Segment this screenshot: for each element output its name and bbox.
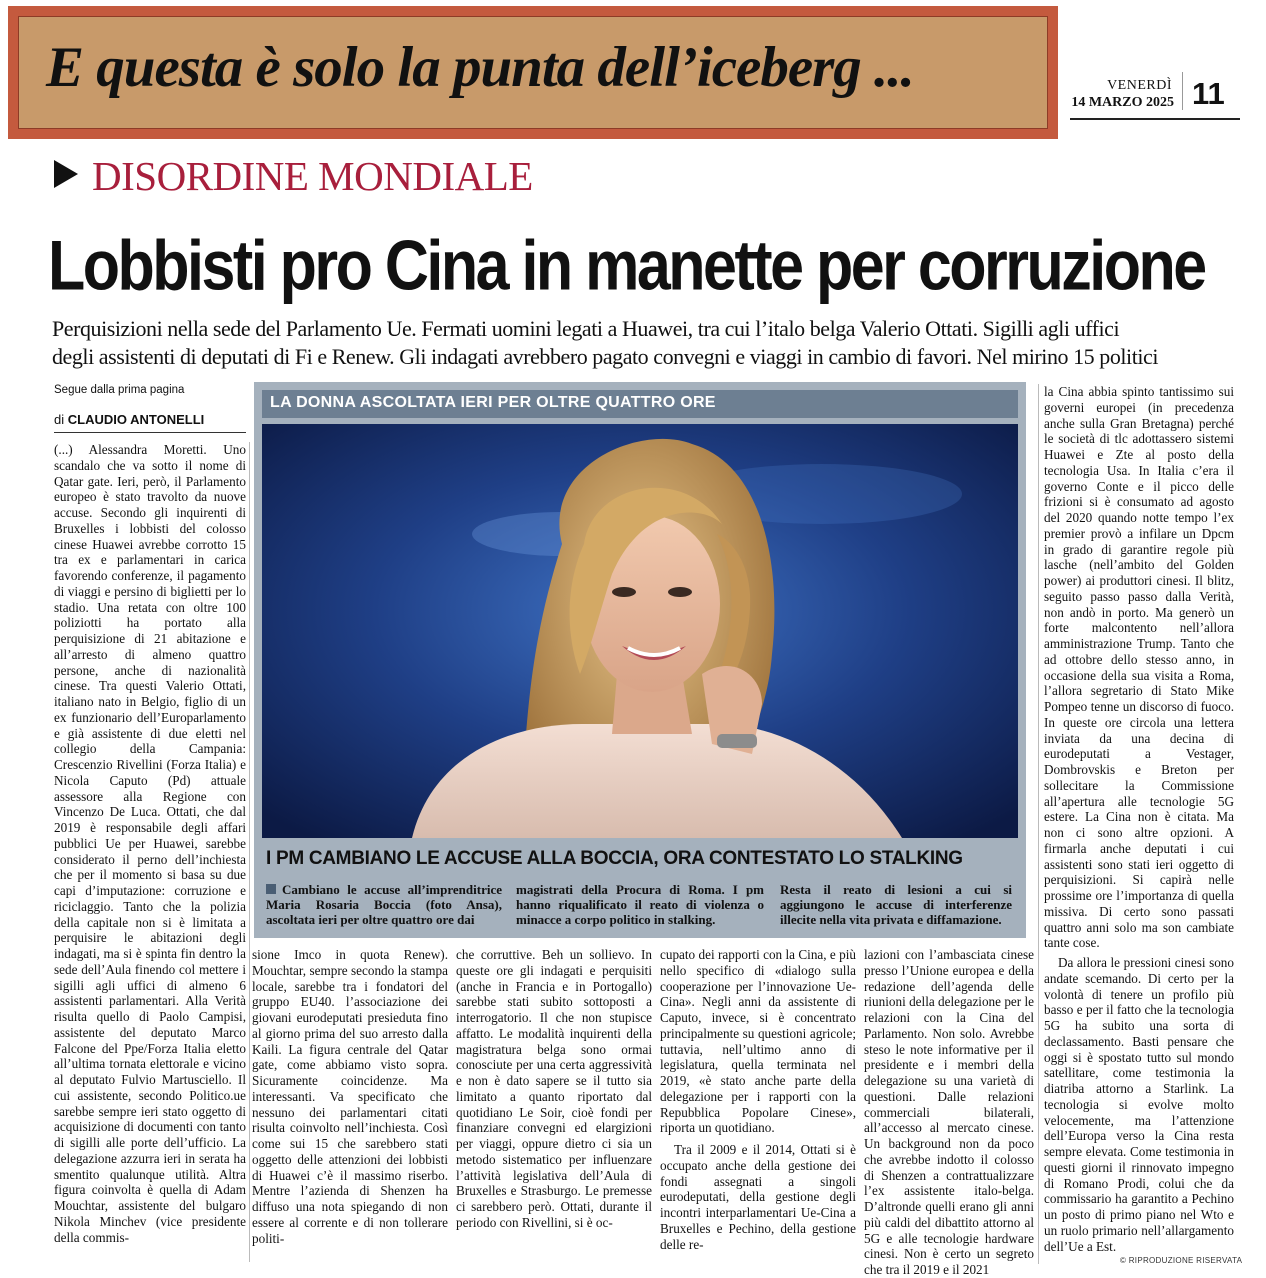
- section-arrow-icon: [54, 160, 78, 188]
- article-column-6: [1044, 384, 1234, 1264]
- byline-rule: [54, 432, 246, 433]
- article-column-2: [252, 947, 448, 1267]
- photo-caption-1: [266, 882, 502, 927]
- article-column-4: [660, 947, 856, 1267]
- paragraph: cupato dei rapporti con la Cina, e più nello specifico di «dialogo sulla cooperazione per l’innovazione Ue-Cina». Negli anni da assistente di Caputo, invece, si è concentrato principalmente su questioni agricole; tuttavia, nell’ultimo anno di legislatura, quella terminata nel 2019, «è stato anche parte della delegazione per i rapporti con la Repubblica Popolare Cinese», riporta un quotidiano.: [660, 947, 856, 1136]
- paragraph: (...) Alessandra Moretti. Uno scandalo che va sotto il nome di Qatar gate. Ieri, però, il Parlamento europeo è stato travolto da nuove accuse. Secondo gli inquirenti di Bruxelles i lobbisti del colosso cinese Huawei avrebbe corrotto 15 tra ex e parlamentari in carica favorendo conferenze, il pagamento di viaggi e persino di biglietti per lo stadio. Una retata con oltre 100 poliziotti ha portato alla perquisizione di 21 abitazione e all’arresto di almeno quattro persone, anche di nazionalità cinese. Tra questi Valerio Ottati, italiano nato in Belgio, figlio di un ex funzionario dell’Europarlamento e già assistente di due eletti nel collegio della Campania: Crescenzio Rivellini (Forza Italia) e Nicola Caputo (Pd) attuale assessore alla Regione con Vincenzo De Luca. Ottati, che dal 2019 è responsabile degli affari pubblici Ue per Huawei, sarebbe considerato il perno dell’inchiesta che per il momento si basa su due capi d’imputazione: corruzione e riciclaggio. Tanto che la polizia della capitale non si è limitata a perquisire le abitazioni degli indagati, ma si è spinta fin dentro la sede dell’Aula finendo col mettere i sigilli agli uffici di almeno 6 assistenti parlamentari. Alla Verità risulta quello di Paolo Campisi, assistente del deputato Marco Falcone del Ppe/Forza Italia eletto all’ultima tornata elettorale e vicino al deputato Fulvio Martusciello. Il cui assistente, secondo Politico.ue sarebbe sempre ieri stato oggetto di acquisizione di documenti con tanto di sigilli alle porte dell’ufficio. La delegazione azzurra ieri in serata ha smentito qualunque utilità. Altra figura coinvolta è quella di Adam Mouchtar, assistente del bulgaro Nikola Minchev (vice presidente della commis-: [54, 442, 246, 1245]
- paragraph: Tra il 2009 e il 2014, Ottati si è occupato anche della gestione dei fondi assegnati a singoli eurodeputati, della gestione degli incontri interparlamentari Ue-Cina a Bruxelles e Pechino, della gestione delle re-: [660, 1142, 856, 1252]
- byline-prefix: di: [54, 412, 65, 427]
- column-divider: [249, 442, 250, 1262]
- issue-day: VENERDÌ: [1107, 78, 1172, 93]
- deck: [52, 315, 1232, 371]
- article-column-1: [54, 442, 246, 1262]
- caption-square-icon: [266, 884, 276, 894]
- paragraph: lazioni con l’ambasciata cinese presso l’Unione europea e della redazione dell’agenda delle riunioni della delegazione per le relazioni con la Cina del Parlamento. Non solo. Avrebbe steso le note informative per il presidente e i membri della delegazione su una varietà di questioni. Dalle relazioni commerciali bilaterali, all’accesso al mercato cinese. Un background non da poco che avrebbe indotto il colosso di Shenzen a contrattualizzare l’ex assistente italo-belga. D’altronde quelli erano gli anni più caldi del dibattito attorno al 5G e alle tecnologie hardware cinesi. Non è certo un segreto che tra il 2019 e il 2021: [864, 947, 1034, 1277]
- photo-kicker: LA DONNA ASCOLTATA IERI PER OLTRE QUATTRO ORE: [270, 394, 716, 411]
- continued-note: Segue dalla prima pagina: [54, 384, 185, 396]
- section-label: DISORDINE MONDIALE: [92, 153, 533, 199]
- photo-caption-3: Resta il reato di lesioni a cui si aggiungono le accuse di interferenze illecite nella vita privata e diffamazione.: [780, 882, 1012, 927]
- masthead-rule: [1070, 118, 1240, 120]
- byline: [54, 412, 204, 427]
- photo-caption-2: magistrati della Procura di Roma. I pm hanno riqualificato il reato di violenza o minacce a corpo politico in stalking.: [516, 882, 764, 927]
- banner-title: E questa è solo la punta dell’iceberg ...: [46, 36, 914, 99]
- copyright-note: © RIPRODUZIONE RISERVATA: [1120, 1256, 1243, 1265]
- headline: Lobbisti pro Cina in manette per corruzione: [48, 226, 1205, 305]
- paragraph: la Cina abbia spinto tantissimo sui governi europei (in precedenza anche sulla Gran Bretagna) perché le società di tlc adottassero sistemi Huawei e Zte al posto della tecnologia Usa. In Italia c’era il governo Conte e il picco delle frizioni si è consumato ad agosto del 2020 quando notte tempo l’ex premier provò a infilare un Dpcm in grado di garantire regole più lasche (nell’ambito del Golden power) ai produttori cinesi. Il blitz, seguito passo passo dalla Verità, non andò in porto. Ma generò un forte malcontento nell’allora amministrazione Trump. Tanto che ad ottobre dello stesso anno, in occasione della sua visita a Roma, l’allora segretario di Stato Mike Pompeo tenne un discorso di fuoco. In queste ore circola una lettera inviata da una decina di eurodeputati a Vestager, Dombrovskis e Breton per sollecitare la Commissione all’apertura alle tecnologie 5G estere. La Cina non è citata. Ma non ci sono altre opzioni. A firmarla anche deputati i cui assistenti sono stati ieri oggetto di perquisizioni. Si capirà nelle prossime ore l’importanza di quella missiva. Di certo sono passati quattro anni solo ma son cambiate tante cose.: [1044, 384, 1234, 951]
- masthead-divider: [1182, 72, 1183, 110]
- photo-title: I PM CAMBIANO LE ACCUSE ALLA BOCCIA, ORA CONTESTATO LO STALKING: [266, 848, 963, 869]
- paragraph: Da allora le pressioni cinesi sono andate scemando. Di certo per la volontà di tenere un profilo più basso e per il fatto che la tecnologia 5G ha subito una sorta di declassamento. Basti pensare che oggi si è spostato tutto sul mondo satellitare, come testimonia la diatriba attorno a Starlink. La tecnologia si evolve molto velocemente, ma l’attenzione dell’Europa verso la Cina resta sempre elevata. Come testimonia in questi giorni il rinnovato impegno di Romano Prodi, colui che da commissario ha garantito a Pechino un posto di primo piano nel Wto e un ruolo primario nell’allargamento dell’Ue a Est.: [1044, 955, 1234, 1254]
- issue-date: 14 MARZO 2025: [1071, 95, 1174, 110]
- deck-line: degli assistenti di deputati di Fi e Renew. Gli indagati avrebbero pagato convegni e viaggi in cambio di favori. Nel mirino 15 politici: [52, 344, 1158, 369]
- paragraph: che corruttive. Beh un sollievo. In queste ore gli indagati e perquisiti (anche in Francia e in Portogallo) sarebbe stati subito sottoposti a interrogatorio. Il che non stupisce affatto. Le modalità inquirenti della magistratura belga sono ormai conosciute per una certa aggressività e non è dato sapere se il tutto sia limitato a quanto riportato dal quotidiano Le Soir, cioè fondi per finanziare convegni ed elargizioni per viaggi, oppure dietro ci sia un metodo sistematico per influenzare l’attività legislativa dell’Aula di Bruxelles e Strasburgo. Le premesse ci sarebbero però. Ottati, durante il periodo con Rivellini, si è oc-: [456, 947, 652, 1230]
- caption-text: Cambiano le accuse all’imprenditrice Maria Rosaria Boccia (foto Ansa), ascoltata ieri per oltre quattro ore dai: [266, 882, 502, 927]
- article-column-3: [456, 947, 652, 1267]
- page-number: 11: [1192, 76, 1225, 111]
- paragraph: sione Imco in quota Renew). Mouchtar, sempre secondo la stampa locale, sarebbe tra i fondatori del gruppo EU40. l’associazione dei giovani eurodeputati presieduta fino al giorno prima del suo arresto dalla Kaili. La figura centrale del Qatar gate, come abbiamo visto sopra. Sicuramente coincidenze. Ma interessanti. Va specificato che nessuno dei parlamentari citati risulta coinvolto nell’inchiesta. Così come sui 15 che sarebbero stati oggetto delle attenzioni dei lobbisti di Huawei c’è il massimo riserbo. Mentre l’azienda di Shenzen ha diffuso una nota spiegando di non essere al corrente e di non tollerare politi-: [252, 947, 448, 1246]
- article-column-5: [864, 947, 1034, 1277]
- byline-author: CLAUDIO ANTONELLI: [67, 412, 205, 427]
- deck-line: Perquisizioni nella sede del Parlamento Ue. Fermati uomini legati a Huawei, tra cui l’italo belga Valerio Ottati. Sigilli agli uffici: [52, 316, 1120, 341]
- column-divider: [1038, 384, 1039, 1264]
- photo-portrait: [262, 424, 1018, 838]
